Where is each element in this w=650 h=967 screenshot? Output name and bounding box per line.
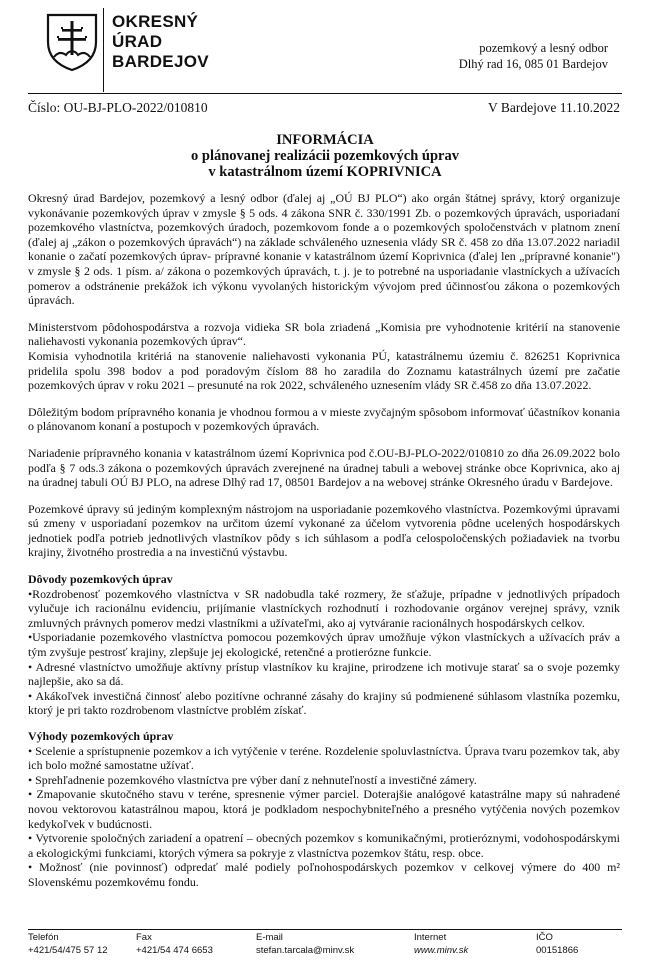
reason-item: • Akákoľvek investičná činnosť alebo pozitívne ochranné zásahy do krajiny sú podmienené súhlasom vlastníka pozemku, ktorý je pri takto rozdrobenom vlastníctve problém získať. [28, 688, 620, 718]
advantage-item: • Scelenie a sprístupnenie pozemkov a ich vytýčenie v teréne. Rozdelenie spoluvlastníctva. Úprava tvaru pozemkov tak, aby ich bolo možné samostatne užívať. [28, 743, 620, 773]
office-line-2: ÚRAD [112, 32, 163, 51]
fax-label: Fax [136, 932, 152, 943]
footer-rule [28, 929, 622, 930]
paragraph-definition: Pozemkové úpravy sú jediným komplexným nástrojom na usporiadanie pozemkového vlastníctva. Pozemkovými úpravami sú zmeny v usporiadaní pozemkov na určitom území vykonané za účelom vytvorenia pôdne ucelených hospodárskych jednotiek podľa potrieb jednotlivých vlastníkov pôdy s ich súhlasom a podľa celospoločenských požiadaviek na tvorbu krajiny, životného prostredia a na investičnú výstavbu. [28, 501, 620, 560]
footer-internet [414, 931, 468, 957]
footer-ico [536, 931, 578, 957]
paragraph-publication: Nariadenie prípravného konania v katastrálnom území Koprivnica pod č.OU-BJ-PLO-2022/010810 zo dňa 26.09.2022 bolo podľa § 7 ods.3 zákona o pozemkových úpravách zverejnené na úradnej tabuli a webovej stránke obce Koprivnica, ako aj na úradnej tabuli OÚ BJ PLO, na adrese Dlhý rad 17, 08501 Bardejov a na webovej stránke Okresného úradu v Bardejove. [28, 445, 620, 490]
office-name [112, 12, 209, 72]
paragraph-information: Dôležitým bodom prípravného konania je vhodnou formou a v mieste zvyčajným spôsobom informovať účastníkov konania o plánovanom konaní a postupoch v pozemkových úpravách. [28, 404, 620, 434]
advantage-item: • Sprehľadnenie pozemkového vlastníctva pre výber daní z nehnuteľností a investičné zámery. [28, 772, 477, 787]
ico-value: 00151866 [536, 945, 579, 956]
title-line-1: INFORMÁCIA [276, 132, 374, 148]
reference-number: Číslo: OU-BJ-PLO-2022/010810 [28, 100, 208, 115]
reasons-section [28, 572, 620, 718]
department-name: pozemkový a lesný odbor [479, 41, 608, 55]
reason-item: •Usporiadanie pozemkového vlastníctva pomocou pozemkových úprav umožňuje výkon vlastníckych a užívacích práv a tým zvyšuje pestrosť krajiny, zlepšuje jej ekologické, retenčné a protierózne funkcie. [28, 630, 620, 660]
title-line-2: o plánovanej realizácii pozemkových úprav [191, 148, 459, 164]
paragraph-intro: Okresný úrad Bardejov, pozemkový a lesný odbor (ďalej aj „OÚ BJ PLO“) ako orgán štátnej správy, ktorý organizuje vykonávanie pozemkových úprav v zmysle § 5 ods. 4 zákona SNR č. 330/1991 Zb. o pozemkových úpravách, usporiadaní pozemkového vlastníctva, pozemkových úradoch, pozemkovom fonde a o pozemkových spoločenstvách v platnom znení (ďalej aj „zákon o pozemkových úpravách“) na základe schváleného uznesenia vlády SR č. 458 zo dňa 13.07.2022 nariadil konanie o začatí pozemkových úprav- prípravné konanie v katastrálnom území Koprivnica (ďalej len „prípravné konanie") v zmysle § 2 ods. 1 písm. a/ zákona o pozemkových úpravách, t. j. je to potrebné na usporiadanie vlastníckych a užívacích pomerov a odstránenie prekážok ich výkonu vyvolaných historickým vývojom pred účinnosťou zákona o pozemkových úpravách. [28, 191, 620, 308]
internet-label: Internet [414, 932, 447, 943]
fax-value: +421/54 474 6653 [136, 945, 213, 956]
reason-item: •Rozdrobenosť pozemkového vlastníctva v SR nadobudla také rozmery, že sťažuje, prípadne v jednotlivých prípadoch vylučuje ich racionálnu evidenciu, prijímanie vlastníckych rozhodnutí i rozhodovanie orgánov verejnej správy, vznik zmluvných právnych pomerov medzi vlastníkmi a užívateľmi, ako aj vytváranie racionálnych hospodárskych celkov. [28, 586, 620, 630]
phone-label: Telefón [28, 932, 59, 943]
advantages-heading: Výhody pozemkových úprav [28, 729, 174, 743]
paragraph-commission: Ministerstvom pôdohospodárstva a rozvoja vidieka SR bola zriadená „Komisia pre vyhodnotenie kritérií na stanovenie naliehavosti vykonania pozemkových úprav“. [28, 319, 620, 349]
paragraph-evaluation: Komisia vyhodnotila kritériá na stanovenie naliehavosti vykonania PÚ, katastrálnemu územiu č. 826251 Koprivnica pridelila spolu 398 bodov a pod poradovým číslom 88 ho zaradila do Zoznamu katastrálnych území pre začatie pozemkových úprav v roku 2021 – presunuté na rok 2022, schváleného uznesením vlády SR č.458 zo dňa 13.07.2022. [28, 348, 620, 393]
title-line-3: v katastrálnom území KOPRIVNICA [208, 164, 442, 180]
advantage-item: • Možnosť (nie povinnosť) odpredať malé podiely poľnohospodárskych pozemkov v celkovej výmere do 400 m² Slovenskému pozemkovému fondu. [28, 860, 620, 889]
footer-email [256, 931, 354, 957]
coat-of-arms-icon [44, 12, 100, 72]
document-body [28, 191, 620, 901]
phone-value: +421/54/475 57 12 [28, 945, 108, 956]
footer-phone [28, 931, 108, 957]
place-date: V Bardejove 11.10.2022 [488, 100, 620, 115]
ico-label: IČO [536, 932, 553, 943]
header-divider [103, 8, 104, 92]
advantage-item: • Zmapovanie skutočného stavu v teréne, spresnenie výmer parciel. Doterajšie analógové katastrálne mapy sú nahradené novou vektorovou katastrálnou mapou, ktorá je podkladom nespochybniteľného a presného vytýčenia nových pozemkov kedykoľvek v budúcnosti. [28, 787, 620, 831]
office-line-1: OKRESNÝ [112, 12, 199, 31]
reasons-heading: Dôvody pozemkových úprav [28, 572, 173, 587]
department-street: Dlhý rad 16, 085 01 Bardejov [458, 57, 608, 71]
email-link[interactable]: stefan.tarcala@minv.sk [256, 945, 355, 956]
advantage-item: • Vytvorenie spoločných zariadení a opatrení – obecných pozemkov s komunikačnými, protieróznymi, vodohospodárskymi a ekologickými funkciami, ktorých výmera sa pokryje z vlastníctva pozemkov štátu, resp. obce. [28, 831, 620, 860]
footer-fax [136, 931, 213, 957]
header-rule [28, 93, 622, 94]
office-line-3: BARDEJOV [112, 52, 209, 71]
internet-link[interactable]: www.minv.sk [414, 945, 469, 956]
advantages-section [28, 729, 620, 890]
email-label: E-mail [256, 932, 283, 943]
department-address [459, 40, 608, 72]
reason-item: • Adresné vlastníctvo umožňuje aktívny prístup vlastníkov ku krajine, prirodzene ich motivuje starať sa o svoje pozemky najlepšie, ako sa dá. [28, 659, 620, 689]
document-title [0, 132, 650, 180]
